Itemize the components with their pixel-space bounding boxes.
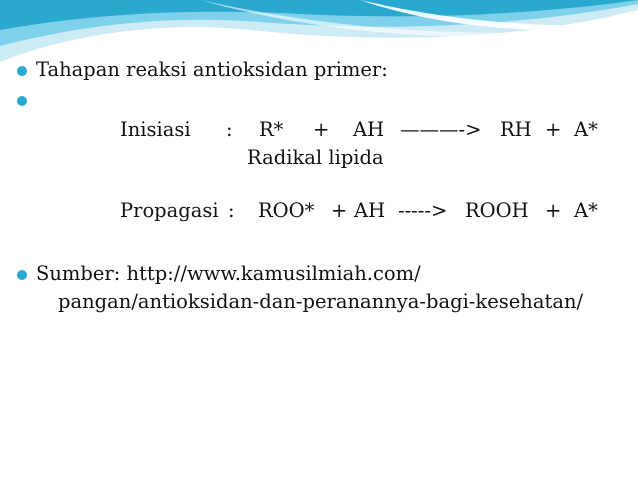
inisiasi-product-1: RH <box>500 118 532 141</box>
propagasi-arrow: -----> <box>398 199 448 222</box>
bullet-text-tahapan: Tahapan reaksi antioksidan primer: <box>36 58 388 81</box>
propagasi-label: Propagasi <box>120 199 219 222</box>
propagasi-colon: : <box>228 199 235 222</box>
inisiasi-product-2: A* <box>574 118 598 141</box>
inisiasi-colon: : <box>226 118 233 141</box>
propagasi-plus-2: + <box>545 199 562 222</box>
propagasi-reactant-1: ROO* <box>258 199 315 222</box>
propagasi-reactant-2: AH <box>354 199 386 222</box>
inisiasi-reactant-2: AH <box>353 118 385 141</box>
inisiasi-plus-2: + <box>545 118 562 141</box>
inisiasi-arrow: ———-> <box>400 118 482 141</box>
propagasi-product-1: ROOH <box>465 199 529 222</box>
bullet-dot <box>17 270 27 280</box>
inisiasi-label: Inisiasi <box>120 118 191 141</box>
bullet-dot <box>17 96 27 106</box>
source-line-2: pangan/antioksidan-dan-peranannya-bagi-kesehatan/ <box>58 290 584 313</box>
source-line-1: Sumber: http://www.kamusilmiah.com/ <box>36 262 421 285</box>
inisiasi-reactant-1: R* <box>259 118 284 141</box>
bullet-dot <box>17 66 27 76</box>
inisiasi-plus-1: + <box>313 118 330 141</box>
propagasi-product-2: A* <box>574 199 598 222</box>
inisiasi-note: Radikal lipida <box>247 146 384 169</box>
propagasi-plus-1: + <box>331 199 348 222</box>
